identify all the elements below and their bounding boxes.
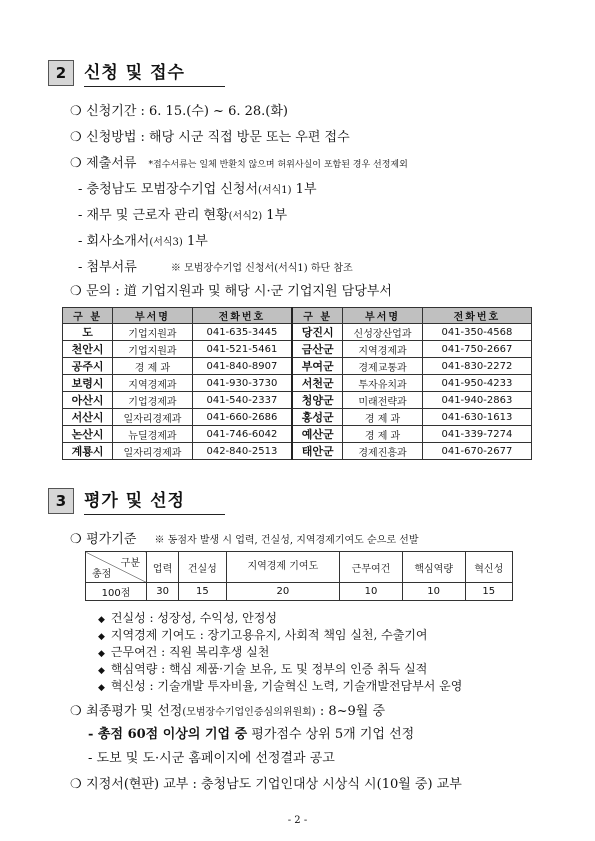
- score-header: 업력: [147, 552, 179, 583]
- doc-item-count: 1부: [182, 234, 208, 249]
- table-row: [63, 409, 532, 426]
- diamond-bullet-icon: ◆: [98, 649, 105, 659]
- section-number: 2: [48, 60, 74, 86]
- attach-line: [78, 256, 353, 275]
- criteria-line: [70, 528, 418, 547]
- table-row: [63, 358, 532, 375]
- table-row: [63, 426, 532, 443]
- criteria-detail: [98, 677, 462, 694]
- phone-cell: 041-630-1613: [422, 409, 531, 426]
- region-cell: 당진시: [292, 324, 343, 341]
- criteria-detail-text: 지역경제 기여도 : 장기고용유지, 사회적 책임 실천, 수출기여: [110, 628, 428, 642]
- phone-cell: 041-660-2686: [192, 409, 292, 426]
- circle-bullet-icon: ❍: [70, 104, 82, 119]
- contact-table: [62, 307, 532, 460]
- doc-item-text: - 충청남도 모범장수기업 신청서: [78, 182, 259, 197]
- score-value: 10: [340, 583, 403, 601]
- table-row: [63, 324, 532, 341]
- score-value: 15: [465, 583, 512, 601]
- table-header-row: [63, 308, 532, 324]
- doc-item: [78, 230, 208, 249]
- attach-note: ※ 모범장수기업 신청서(서식1) 하단 참조: [170, 263, 353, 274]
- department-cell: 기업지원과: [113, 324, 193, 341]
- region-cell: 아산시: [63, 392, 113, 409]
- period-line: [70, 100, 288, 119]
- phone-cell: 041-339-7274: [422, 426, 531, 443]
- method-text: 신청방법 : 해당 시군 직접 방문 또는 우편 접수: [86, 130, 350, 145]
- score-header: 지역경제 기여도: [226, 552, 340, 583]
- inquiry-text: 문의 : 道 기업지원과 및 해당 시·군 기업지원 담당부서: [86, 284, 392, 299]
- score-value: 30: [147, 583, 179, 601]
- header-cell: 구 분: [292, 308, 343, 324]
- region-cell: 예산군: [292, 426, 343, 443]
- department-cell: 경 제 과: [343, 426, 423, 443]
- department-cell: 투자유치과: [343, 375, 423, 392]
- region-cell: 서산시: [63, 409, 113, 426]
- header-cell: 전화번호: [192, 308, 292, 324]
- phone-cell: 041-750-2667: [422, 341, 531, 358]
- department-cell: 일자리경제과: [113, 443, 193, 460]
- cert-line: [70, 773, 462, 792]
- final-sub-bold: - 총점 60점 이상의 기업 중: [88, 727, 248, 742]
- score-value: 20: [226, 583, 340, 601]
- criteria-detail: [98, 643, 269, 660]
- docs-line: [70, 152, 408, 171]
- department-cell: 경 제 과: [113, 358, 193, 375]
- final-committee: (모범장수기업인증심의위원회): [182, 707, 316, 718]
- phone-cell: 041-940-2863: [422, 392, 531, 409]
- department-cell: 뉴딜경제과: [113, 426, 193, 443]
- inquiry-line: [70, 280, 392, 299]
- department-cell: 기업지원과: [113, 341, 193, 358]
- phone-cell: 041-830-2272: [422, 358, 531, 375]
- region-cell: 홍성군: [292, 409, 343, 426]
- diamond-bullet-icon: ◆: [98, 615, 105, 625]
- department-cell: 지역경제과: [113, 375, 193, 392]
- header-cell: 부서명: [343, 308, 423, 324]
- header-cell: 부서명: [113, 308, 193, 324]
- circle-bullet-icon: ❍: [70, 156, 82, 171]
- department-cell: 경제교통과: [343, 358, 423, 375]
- phone-cell: 041-950-4233: [422, 375, 531, 392]
- phone-cell: 042-840-2513: [192, 443, 292, 460]
- doc-item: [78, 178, 317, 197]
- score-header-row: [86, 552, 513, 583]
- phone-cell: 041-521-5461: [192, 341, 292, 358]
- phone-cell: 041-540-2337: [192, 392, 292, 409]
- department-cell: 경 제 과: [343, 409, 423, 426]
- criteria-note: ※ 동점자 발생 시 업력, 건실성, 지역경제기여도 순으로 선발: [154, 535, 419, 546]
- final-sub-1: [88, 723, 414, 742]
- attach-label: - 첨부서류: [78, 260, 137, 275]
- final-sub-text: - 도보 및 도·시군 홈페이지에 선정결과 공고: [88, 751, 335, 766]
- department-cell: 기업경제과: [113, 392, 193, 409]
- diamond-bullet-icon: ◆: [98, 683, 105, 693]
- docs-label: 제출서류: [86, 156, 137, 171]
- region-cell: 서천군: [292, 375, 343, 392]
- criteria-label: 평가기준: [86, 532, 137, 547]
- doc-item-form: (서식2): [228, 211, 263, 222]
- diamond-bullet-icon: ◆: [98, 666, 105, 676]
- score-total: 100점: [86, 583, 147, 601]
- score-header: 근무여건: [340, 552, 403, 583]
- docs-note: *접수서류는 일체 반환치 않으며 허위사실이 포함된 경우 선정제외: [148, 160, 408, 170]
- table-row: [63, 443, 532, 460]
- region-cell: 보령시: [63, 375, 113, 392]
- final-text: 최종평가 및 선정: [86, 704, 183, 719]
- table-row: [63, 375, 532, 392]
- department-cell: 일자리경제과: [113, 409, 193, 426]
- doc-item-count: 1부: [291, 182, 317, 197]
- criteria-detail-text: 핵심역량 : 핵심 제품·기술 보유, 도 및 정부의 인증 취득 실적: [110, 662, 428, 676]
- score-value-row: [86, 583, 513, 601]
- method-line: [70, 126, 350, 145]
- header-cell: 전화번호: [422, 308, 531, 324]
- circle-bullet-icon: ❍: [70, 130, 82, 145]
- diamond-bullet-icon: ◆: [98, 632, 105, 642]
- region-cell: 금산군: [292, 341, 343, 358]
- cert-text: 지정서(현판) 교부 : 충청남도 기업인대상 시상식 시(10월 중) 교부: [86, 777, 462, 792]
- final-line: [70, 700, 385, 719]
- doc-item-form: (서식1): [258, 185, 292, 196]
- page-number: - 2 -: [287, 815, 308, 826]
- criteria-detail-text: 건실성 : 성장성, 수익성, 안정성: [110, 611, 277, 625]
- criteria-detail: [98, 626, 428, 643]
- score-header: 혁신성: [465, 552, 512, 583]
- region-cell: 천안시: [63, 341, 113, 358]
- score-header: 건실성: [179, 552, 226, 583]
- score-header: 핵심역량: [402, 552, 465, 583]
- department-cell: 경제진흥과: [343, 443, 423, 460]
- corner-top: 구분: [120, 558, 140, 569]
- phone-cell: 041-635-3445: [192, 324, 292, 341]
- circle-bullet-icon: ❍: [70, 532, 82, 547]
- table-row: [63, 341, 532, 358]
- circle-bullet-icon: ❍: [70, 777, 82, 792]
- region-cell: 청양군: [292, 392, 343, 409]
- phone-cell: 041-930-3730: [192, 375, 292, 392]
- doc-item-text: - 재무 및 근로자 관리 현황: [78, 208, 229, 223]
- score-value: 15: [179, 583, 226, 601]
- region-cell: 계룡시: [63, 443, 113, 460]
- criteria-detail-text: 근무여건 : 직원 복리후생 실천: [110, 645, 270, 659]
- final-sub-rest: 평가점수 상위 5개 기업 선정: [247, 727, 415, 742]
- section-2-header: [48, 58, 225, 87]
- phone-cell: 041-840-8907: [192, 358, 292, 375]
- department-cell: 지역경제과: [343, 341, 423, 358]
- section-title: 신청 및 접수: [84, 58, 225, 87]
- header-cell: 구 분: [63, 308, 113, 324]
- criteria-detail: [98, 609, 277, 626]
- section-number: 3: [48, 488, 74, 514]
- circle-bullet-icon: ❍: [70, 284, 82, 299]
- phone-cell: 041-746-6042: [192, 426, 292, 443]
- criteria-detail: [98, 660, 427, 677]
- region-cell: 공주시: [63, 358, 113, 375]
- period-text: 신청기간 : 6. 15.(수) ~ 6. 28.(화): [86, 104, 288, 119]
- score-value: 10: [402, 583, 465, 601]
- region-cell: 부여군: [292, 358, 343, 375]
- region-cell: 논산시: [63, 426, 113, 443]
- corner-bottom: 총점: [92, 569, 112, 580]
- phone-cell: 041-670-2677: [422, 443, 531, 460]
- circle-bullet-icon: ❍: [70, 704, 82, 719]
- section-3-header: [48, 486, 225, 515]
- region-cell: 태안군: [292, 443, 343, 460]
- doc-item-form: (서식3): [149, 237, 183, 248]
- corner-cell: [86, 552, 147, 583]
- doc-item-count: 1부: [262, 208, 288, 223]
- department-cell: 신성장산업과: [343, 324, 423, 341]
- doc-item-text: - 회사소개서: [78, 234, 150, 249]
- region-cell: 도: [63, 324, 113, 341]
- final-sub-2: [88, 747, 335, 766]
- section-title: 평가 및 선정: [84, 486, 225, 515]
- score-table: [85, 551, 513, 601]
- department-cell: 미래전략과: [343, 392, 423, 409]
- doc-item: [78, 204, 287, 223]
- criteria-detail-text: 혁신성 : 기술개발 투자비율, 기술혁신 노력, 기술개발전담부서 운영: [110, 679, 463, 693]
- final-period: : 8~9월 중: [315, 704, 386, 719]
- table-row: [63, 392, 532, 409]
- phone-cell: 041-350-4568: [422, 324, 531, 341]
